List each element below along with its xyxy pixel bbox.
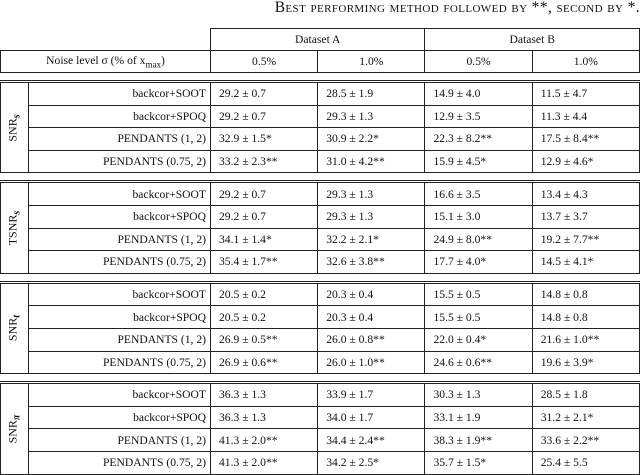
method-cell: backcor+SOOT <box>28 82 210 106</box>
value-cell: 32.9 ± 1.5* <box>211 128 318 151</box>
method-cell: PENDANTS (0.75, 2) <box>28 351 210 374</box>
value-cell: 35.7 ± 1.5* <box>425 451 532 474</box>
value-cell: 30.9 ± 2.2* <box>318 128 425 151</box>
value-cell: 29.2 ± 0.7 <box>211 205 318 228</box>
value-cell: 26.9 ± 0.5** <box>211 328 318 351</box>
value-cell: 33.6 ± 2.2** <box>532 429 639 452</box>
value-cell: 34.4 ± 2.4** <box>318 429 425 452</box>
value-cell: 11.3 ± 4.4 <box>532 105 639 128</box>
value-cell: 41.3 ± 2.0** <box>211 429 318 452</box>
value-cell: 20.5 ± 0.2 <box>211 282 318 306</box>
method-cell: backcor+SPOQ <box>28 105 210 128</box>
value-cell: 31.2 ± 2.1* <box>532 406 639 429</box>
value-cell: 20.3 ± 0.4 <box>318 306 425 329</box>
noise-level-a2: 1.0% <box>318 51 425 73</box>
method-cell: PENDANTS (1, 2) <box>28 328 210 351</box>
method-cell: PENDANTS (1, 2) <box>28 429 210 452</box>
results-table-container <box>0 28 640 475</box>
noise-level-label <box>1 51 211 73</box>
value-cell: 14.8 ± 0.8 <box>532 282 639 306</box>
value-cell: 35.4 ± 1.7** <box>211 251 318 274</box>
value-cell: 29.2 ± 0.7 <box>211 82 318 106</box>
results-table <box>0 28 640 475</box>
method-cell: backcor+SOOT <box>28 282 210 306</box>
value-cell: 16.6 ± 3.5 <box>425 182 532 206</box>
group-spacer <box>1 273 640 282</box>
value-cell: 29.2 ± 0.7 <box>211 182 318 206</box>
noise-level-header-row <box>1 51 640 73</box>
value-cell: 12.9 ± 3.5 <box>425 105 532 128</box>
metric-subscript: s <box>12 210 24 215</box>
value-cell: 20.5 ± 0.2 <box>211 306 318 329</box>
value-cell: 20.3 ± 0.4 <box>318 282 425 306</box>
noise-level-text: Noise level σ (% of x <box>46 53 146 67</box>
value-cell: 14.8 ± 0.8 <box>532 306 639 329</box>
value-cell: 14.9 ± 4.0 <box>425 82 532 106</box>
value-cell: 30.3 ± 1.3 <box>425 383 532 407</box>
table-row <box>1 182 640 206</box>
method-cell: PENDANTS (0.75, 2) <box>28 251 210 274</box>
method-cell: backcor+SOOT <box>28 383 210 407</box>
table-row <box>1 383 640 407</box>
metric-label-cell <box>1 82 29 173</box>
table-row <box>1 406 640 429</box>
value-cell: 36.3 ± 1.3 <box>211 383 318 407</box>
value-cell: 34.2 ± 2.5* <box>318 451 425 474</box>
value-cell: 24.9 ± 8.0** <box>425 228 532 251</box>
value-cell: 13.7 ± 3.7 <box>532 205 639 228</box>
value-cell: 32.6 ± 3.8** <box>318 251 425 274</box>
table-row <box>1 328 640 351</box>
value-cell: 34.1 ± 1.4* <box>211 228 318 251</box>
value-cell: 36.3 ± 1.3 <box>211 406 318 429</box>
noise-level-close: ) <box>160 53 165 67</box>
noise-level-subscript: max <box>145 59 161 70</box>
table-row <box>1 282 640 306</box>
metric-name: TSNR <box>5 214 20 246</box>
value-cell: 32.2 ± 2.1* <box>318 228 425 251</box>
value-cell: 29.3 ± 1.3 <box>318 205 425 228</box>
value-cell: 22.0 ± 0.4* <box>425 328 532 351</box>
metric-name: SNR <box>5 318 20 342</box>
value-cell: 34.0 ± 1.7 <box>318 406 425 429</box>
value-cell: 28.5 ± 1.8 <box>532 383 639 407</box>
group-spacer <box>1 173 640 182</box>
method-cell: backcor+SPOQ <box>28 205 210 228</box>
method-cell: backcor+SOOT <box>28 182 210 206</box>
table-row <box>1 105 640 128</box>
value-cell: 28.5 ± 1.9 <box>318 82 425 106</box>
noise-level-b1: 0.5% <box>425 51 532 73</box>
table-row <box>1 429 640 452</box>
table-row <box>1 251 640 274</box>
group-spacer <box>1 73 640 82</box>
metric-label <box>6 414 23 443</box>
noise-level-b2: 1.0% <box>532 51 639 73</box>
metric-label <box>6 211 23 246</box>
table-row <box>1 351 640 374</box>
metric-label-cell <box>1 383 29 474</box>
group-spacer <box>1 374 640 383</box>
value-cell: 17.5 ± 8.4** <box>532 128 639 151</box>
metric-name: SNR <box>5 419 20 444</box>
value-cell: 33.9 ± 1.7 <box>318 383 425 407</box>
value-cell: 29.3 ± 1.3 <box>318 182 425 206</box>
metric-subscript: s <box>12 114 24 118</box>
value-cell: 12.9 ± 4.6* <box>532 150 639 173</box>
dataset-header-row <box>1 29 640 51</box>
method-cell: PENDANTS (0.75, 2) <box>28 150 210 173</box>
metric-label <box>6 114 23 141</box>
value-cell: 11.5 ± 4.7 <box>532 82 639 106</box>
metric-subscript: t <box>12 315 24 319</box>
method-cell: backcor+SPOQ <box>28 306 210 329</box>
value-cell: 25.4 ± 5.5 <box>532 451 639 474</box>
method-cell: PENDANTS (0.75, 2) <box>28 451 210 474</box>
value-cell: 15.9 ± 4.5* <box>425 150 532 173</box>
metric-label <box>6 315 23 341</box>
metric-subscript: π <box>12 414 24 420</box>
table-row <box>1 306 640 329</box>
value-cell: 41.3 ± 2.0** <box>211 451 318 474</box>
value-cell: 15.1 ± 3.0 <box>425 205 532 228</box>
table-row <box>1 451 640 474</box>
value-cell: 29.3 ± 1.3 <box>318 105 425 128</box>
dataset-a-header: Dataset A <box>211 29 425 51</box>
value-cell: 31.0 ± 4.2** <box>318 150 425 173</box>
value-cell: 26.0 ± 0.8** <box>318 328 425 351</box>
metric-label-cell <box>1 182 29 273</box>
caption-text: Best performing method followed by **, second by *. <box>274 0 640 16</box>
value-cell: 15.5 ± 0.5 <box>425 282 532 306</box>
table-row <box>1 128 640 151</box>
table-caption <box>275 0 640 22</box>
method-cell: backcor+SPOQ <box>28 406 210 429</box>
table-row <box>1 150 640 173</box>
value-cell: 24.6 ± 0.6** <box>425 351 532 374</box>
value-cell: 19.2 ± 7.7** <box>532 228 639 251</box>
value-cell: 26.9 ± 0.6** <box>211 351 318 374</box>
metric-name: SNR <box>5 117 20 142</box>
value-cell: 19.6 ± 3.9* <box>532 351 639 374</box>
method-cell: PENDANTS (1, 2) <box>28 228 210 251</box>
noise-level-a1: 0.5% <box>211 51 318 73</box>
table-row <box>1 82 640 106</box>
value-cell: 22.3 ± 8.2** <box>425 128 532 151</box>
value-cell: 38.3 ± 1.9** <box>425 429 532 452</box>
value-cell: 29.2 ± 0.7 <box>211 105 318 128</box>
metric-label-cell <box>1 282 29 373</box>
dataset-b-header: Dataset B <box>425 29 640 51</box>
value-cell: 33.1 ± 1.9 <box>425 406 532 429</box>
value-cell: 26.0 ± 1.0** <box>318 351 425 374</box>
table-row <box>1 205 640 228</box>
method-cell: PENDANTS (1, 2) <box>28 128 210 151</box>
value-cell: 15.5 ± 0.5 <box>425 306 532 329</box>
table-row <box>1 228 640 251</box>
value-cell: 21.6 ± 1.0** <box>532 328 639 351</box>
value-cell: 13.4 ± 4.3 <box>532 182 639 206</box>
value-cell: 14.5 ± 4.1* <box>532 251 639 274</box>
value-cell: 33.2 ± 2.3** <box>211 150 318 173</box>
value-cell: 17.7 ± 4.0* <box>425 251 532 274</box>
